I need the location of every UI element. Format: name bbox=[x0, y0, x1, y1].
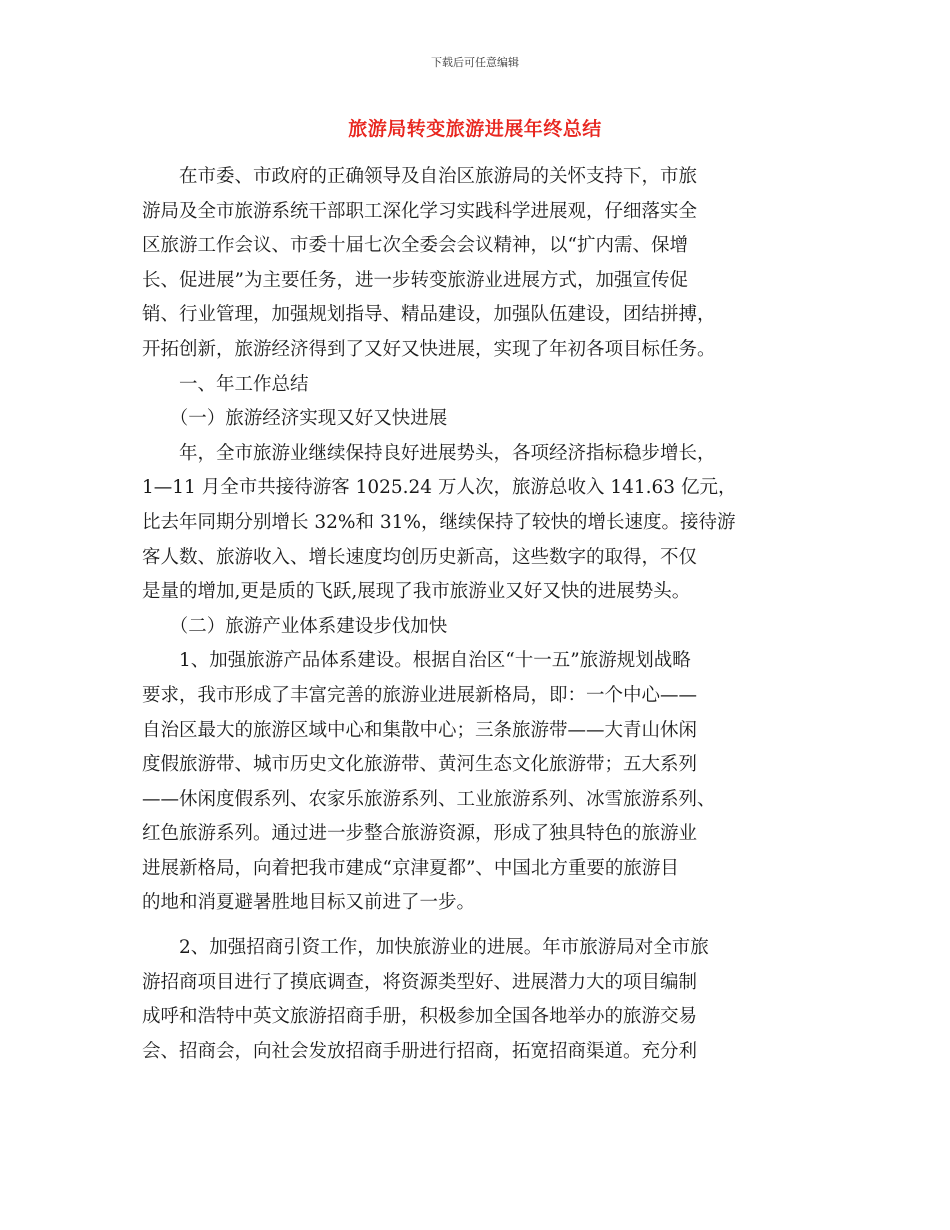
page-header: 下载后可任意编辑 bbox=[431, 56, 519, 69]
body-line: 比去年同期分别增长 32%和 31%，继续保持了较快的增长速度。接待游 bbox=[142, 511, 736, 533]
body-line: 1、加强旅游产品体系建设。根据自治区“十一五”旅游规划战略 bbox=[142, 650, 691, 672]
body-line: 游局及全市旅游系统干部职工深化学习实践科学进展观，仔细落实全 bbox=[142, 200, 698, 222]
body-line: 开拓创新，旅游经济得到了又好又快进展，实现了年初各项目标任务。 bbox=[142, 338, 716, 360]
paragraph-gap bbox=[142, 921, 814, 931]
body-line: 自治区最大的旅游区域中心和集散中心；三条旅游带——大青山休闲 bbox=[142, 719, 698, 741]
body-line: 进展新格局，向着把我市建成“京津夏都”、中国北方重要的旅游目 bbox=[142, 857, 679, 879]
body-line: 2、加强招商引资工作，加快旅游业的进展。年市旅游局对全市旅 bbox=[142, 937, 709, 959]
body-line: 的地和消夏避暑胜地目标又前进了一步。 bbox=[142, 892, 476, 914]
body-line: ——休闲度假系列、农家乐旅游系列、工业旅游系列、冰雪旅游系列、 bbox=[142, 788, 716, 810]
body-line: 游招商项目进行了摸底调查，将资源类型好、进展潜力大的项目编制 bbox=[142, 971, 698, 993]
section-heading: 一、年工作总结 bbox=[142, 373, 309, 395]
body-line: 会、招商会，向社会发放招商手册进行招商，拓宽招商渠道。充分利 bbox=[142, 1040, 698, 1062]
body-line: 度假旅游带、城市历史文化旅游带、黄河生态文化旅游带；五大系列 bbox=[142, 754, 698, 776]
body-line: 在市委、市政府的正确领导及自治区旅游局的关怀支持下，市旅 bbox=[142, 166, 698, 187]
body-line: 区旅游工作会议、市委十届七次全委会会议精神，以“扩内需、保增 bbox=[142, 235, 688, 257]
body-line: 1—11 月全市共接待游客 1025.24 万人次，旅游总收入 141.63 亿元， bbox=[142, 477, 737, 499]
body-line: 销、行业管理，加强规划指导、精品建设，加强队伍建设，团结拼搏， bbox=[142, 304, 716, 326]
body-line: 红色旅游系列。通过进一步整合旅游资源，形成了独具特色的旅游业 bbox=[142, 823, 698, 845]
body-line: 客人数、旅游收入、增长速度均创历史新高，这些数字的取得，不仅 bbox=[142, 546, 698, 568]
body-line: 要求，我市形成了丰富完善的旅游业进展新格局，即：一个中心—— bbox=[142, 684, 698, 706]
body-line: 长、促进展”为主要任务，进一步转变旅游业进展方式，加强宣传促 bbox=[142, 269, 688, 291]
body-line: 是量的增加,更是质的飞跃,展现了我市旅游业又好又快的进展势头。 bbox=[142, 581, 691, 603]
document-body bbox=[142, 160, 814, 1069]
document-title: 旅游局转变旅游进展年终总结 bbox=[348, 118, 602, 140]
body-line: 年，全市旅游业继续保持良好进展势头，各项经济指标稳步增长， bbox=[142, 442, 716, 464]
subsection-heading: （一）旅游经济实现又好又快进展 bbox=[142, 408, 448, 430]
subsection-heading: （二）旅游产业体系建设步伐加快 bbox=[142, 615, 448, 637]
body-line: 成呼和浩特中英文旅游招商手册，积极参加全国各地举办的旅游交易 bbox=[142, 1006, 698, 1028]
